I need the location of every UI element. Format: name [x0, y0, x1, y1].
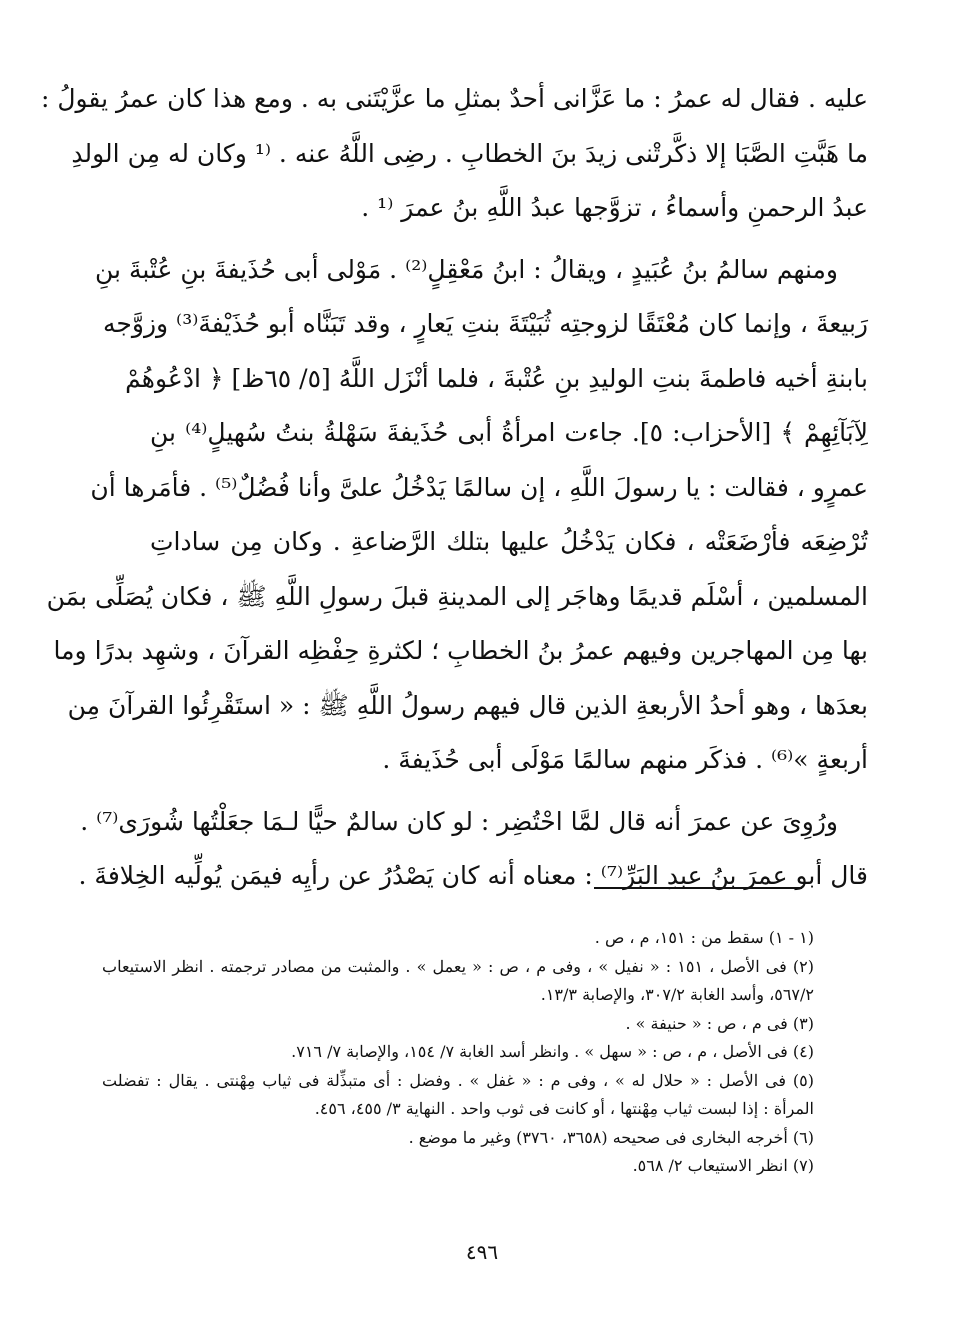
footnote-line: المرأة : إذا لبست ثياب مِهْنتها ، أو كانت فى ثوب واحد . النهاية ٣/ ٤٥٥، ٤٥٦. [314, 1099, 814, 1118]
text-line: تُرْضِعَه فأرْضَعَتْه ، فكان يَدْخُلُ عليها بتلك الرَّضاعةِ . وكان مِن ساداتِ [150, 527, 868, 556]
footnote-line: (٦) أخرجه البخارى فى صحيحه (٣٦٥٨، ٣٧٦٠) وغير ما موضع . [408, 1127, 814, 1147]
text-line: المسلمين ، أسْلَم قديمًا وهاجَر إلى المدينةِ قبلَ رسولِ اللَّهِ ﷺ ، فكان يُصَلِّى بمَن [46, 581, 868, 611]
main-text [40, 72, 868, 904]
text-line: أربعةٍ »⁽⁶⁾ . فذكَر منهم سالمًا مَوْلَى أبى حُذَيفةَ . [382, 745, 868, 774]
paragraph-1 [40, 72, 868, 236]
footnote-line: (٣) فى م ، ص : « حنيفة » . [625, 1013, 814, 1033]
text-line: ومنهم سالمُ بنُ عُبَيدٍ ، ويقالُ : ابنُ مَعْقِلٍ⁽²⁾ . مَوْلى أبى حُذَيفةَ بنِ عُتْبةَ بنِ [95, 254, 838, 284]
text-line: قال أبو عمرَ بنُ عبدِ البَرِّ⁽⁷⁾ : معناه أنه كان يَصْدُرُ عن رأيِه فيمَن يُولِّيه الخِلافةَ . [78, 861, 868, 890]
footnotes [102, 924, 814, 1181]
footnote-line: (٥) فى الأصل : « حلال له » ، وفى م : « غفل » . وفضل : أى متبذِّلة فى ثياب مِهْنتى . يقال : تفضلت [102, 1070, 815, 1090]
footnote-line: (٢) فى الأصل ، ١٥١ : « نفيل » ، وفى م ، ص : « يعمل » . والمثبت من مصادر ترجمته . انظر الاستيعاب [102, 956, 814, 976]
text-line: لِآبَآئِهِمْ ﴾ [الأحزاب: ٥]. جاءت امرأةُ أبى حُذَيفةَ سَهْلةُ بنتُ سُهيلٍ⁽⁴⁾ بنِ [150, 418, 868, 447]
footnote-line: (٤) فى الأصل ، م ، ص : « سهل » . وانظر أسد الغابة ٧/ ١٥٤، والإصابة ٧/ ٧١٦. [291, 1042, 814, 1061]
text-line: ما هَبَّتِ الصَّبَا إلا ذكَّرتْنى زيدَ بنَ الخطابِ . رضِى اللَّهُ عنه . ⁽¹ وكان له مِن الولدِ [71, 138, 868, 168]
footnote-line: (٧) انظر الاستيعاب ٢/ ٥٦٨. [632, 1156, 814, 1175]
footnote-line: (١ - ١) سقط من : ١٥١، م ، ص . [594, 928, 814, 947]
footnote-separator [594, 887, 802, 889]
text-line: عمرٍو ، فقالت : يا رسولَ اللَّهِ ، إن سالمًا يَدْخُلُ علىَّ وأنا فُضُلٌ⁽⁵⁾ . فأمَرها أن [90, 472, 868, 502]
text-line: عليه . فقال له عمرُ : ما عَزَّانى أحدٌ بمثلِ ما عزَّيْتَنى به . ومع هذا كان عمرُ يقولُ : [40, 84, 868, 113]
text-line: بابنةِ أخيه فاطمةَ بنتِ الوليدِ بنِ عُتْبةَ ، فلما أنْزَل اللَّهُ [٥/ ٦٥ظ] ﴿ ادْعُوهُمْ [125, 363, 868, 393]
paragraph-2 [46, 243, 868, 788]
text-line: ورُوِىَ عن عمرَ أنه قال لمَّا احْتُضِر : لو كان سالمٌ حيًّا لـمَا جعَلْتُها شُورَى⁽⁷⁾ . [80, 806, 838, 836]
footnote-line: ٥٦٧/٢، وأسد الغابة ٣٠٧/٢، والإصابة ١٣/٣. [540, 985, 814, 1004]
text-line: بعدَها ، وهو أحدُ الأربعةِ الذين قال فيهم رسولُ اللَّهِ ﷺ : « استَقْرِئُوا القرآنَ مِن [67, 690, 868, 720]
text-line: بها مِن المهاجرين وفيهم عمرُ بنُ الخطابِ ؛ لكثرةِ حِفْظِه القرآنَ ، وشهِد بدرًا وما [53, 636, 868, 665]
text-line: عبدُ الرحمنِ وأسماءُ ، تزوَّجها عبدُ اللَّهِ بنُ عمرَ ⁽¹ . [361, 193, 868, 222]
page-number: ٤٩٦ [465, 1240, 499, 1264]
text-line: رَبيعةَ ، وإنما كان مُعْتَقًا لزوجتِه ثُبَيْتَةَ بنتِ يَعارٍ ، وقد تَبَنَّاه أبو حُذَيْفةَ⁽³⁾ وزوَّجه [103, 309, 868, 338]
